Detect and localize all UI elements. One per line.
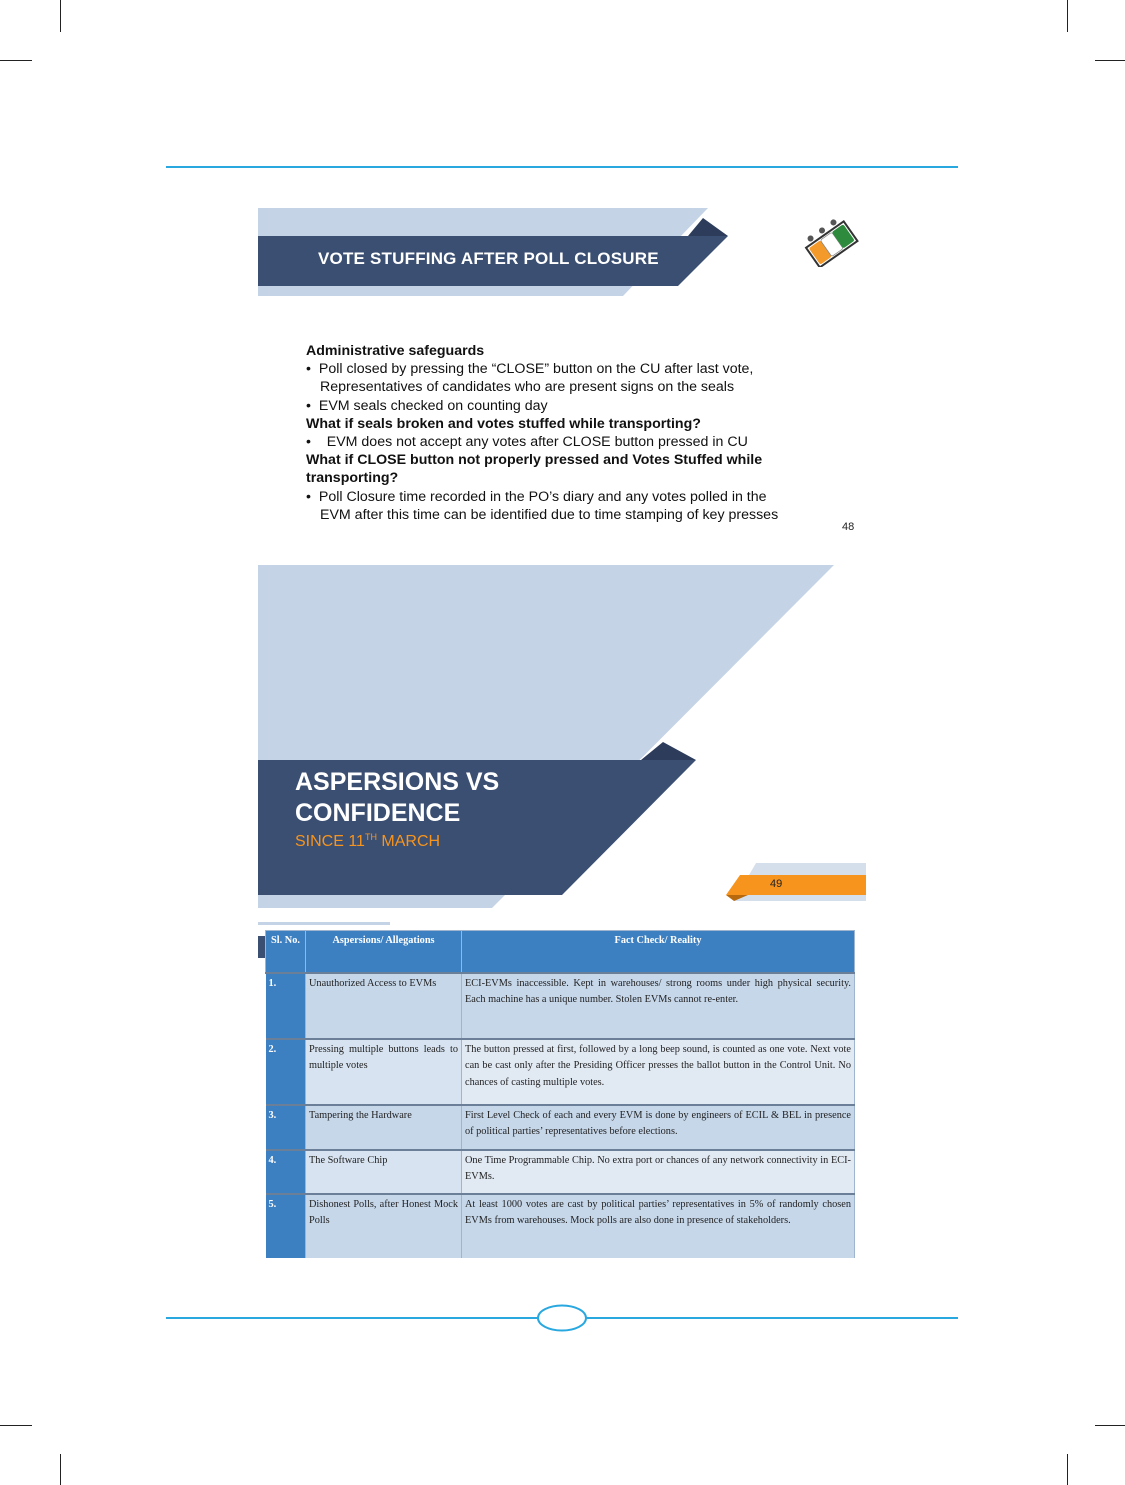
table-row [266, 1194, 855, 1258]
crop-mark [0, 1425, 32, 1426]
bullet-text: Poll closed by pressing the “CLOSE” button on the CU after last vote, [318, 361, 754, 378]
slide-accent [258, 922, 390, 925]
row-allegation: The Software Chip [306, 1150, 462, 1194]
row-number: 1. [266, 973, 306, 1039]
bullet-text: EVM after this time can be identified due to time stamping of key presses [320, 506, 779, 523]
eci-logo-icon [803, 219, 861, 267]
row-fact: At least 1000 votes are cast by political parties’ representatives in 5% of randomly chosen EVMs from warehouses. Mock polls are also done in presence of stakeholders. [462, 1194, 855, 1258]
slide-background-shapes [258, 565, 866, 908]
crop-mark [1095, 1425, 1125, 1426]
bullet-text: EVM does not accept any votes after CLOSE button pressed in CU [326, 434, 748, 451]
row-number: 5. [266, 1194, 306, 1258]
bullet-text: EVM seals checked on counting day [318, 397, 548, 414]
subtitle-superscript: TH [364, 832, 377, 842]
slide-number: 49 [770, 878, 783, 890]
row-allegation: Tampering the Hardware [306, 1105, 462, 1150]
section-heading: Administrative safeguards [306, 343, 485, 359]
row-fact: One Time Programmable Chip. No extra port or chances of any network connectivity in ECI-EVMs. [462, 1150, 855, 1194]
fact-check-table [265, 930, 855, 1258]
row-allegation: Pressing multiple buttons leads to multiple votes [306, 1039, 462, 1105]
subtitle-text: MARCH [376, 833, 441, 850]
slide-aspersions-title [258, 565, 866, 908]
crop-mark [1067, 0, 1068, 32]
row-number: 4. [266, 1150, 306, 1194]
slide-title [295, 767, 499, 829]
question-heading: What if seals broken and votes stuffed while transporting? [306, 415, 701, 432]
bullet-text: Representatives of candidates who are present signs on the seals [320, 379, 735, 396]
slide-fact-check-table [258, 922, 858, 1265]
slide-body [306, 342, 826, 524]
title-line: CONFIDENCE [295, 799, 461, 827]
page-number-oval [535, 1303, 589, 1333]
crop-mark [60, 0, 61, 32]
row-fact: The button pressed at first, followed by a long beep sound, is counted as one vote. Next vote can be cast only after the Presiding Officer presses the ballot button in the Control Unit. No chances of casting multiple votes. [462, 1039, 855, 1105]
table-row [266, 973, 855, 1039]
table-row [266, 1150, 855, 1194]
crop-mark [0, 60, 32, 61]
crop-mark [1067, 1454, 1068, 1485]
header-fact-check: Fact Check/ Reality [462, 931, 855, 973]
table-row [266, 1105, 855, 1150]
row-allegation: Unauthorized Access to EVMs [306, 973, 462, 1039]
slide-number: 48 [842, 521, 855, 533]
bullet-item: • EVM seals checked on counting day [306, 397, 548, 414]
bullet-item: • EVM does not accept any votes after CLOSE button pressed in CU [306, 434, 748, 451]
slide-accent [258, 936, 265, 958]
crop-mark [1095, 60, 1125, 61]
title-line: ASPERSIONS VS [295, 768, 500, 796]
bullet-item: • Poll closed by pressing the “CLOSE” button on the CU after last vote, Representatives of candidates who are present signs on the seals [306, 361, 754, 396]
crop-mark [60, 1454, 61, 1485]
top-rule [166, 166, 958, 168]
table-header-row [266, 931, 855, 973]
header-aspersions: Aspersions/ Allegations [306, 931, 462, 973]
slide-subtitle [295, 833, 440, 851]
row-number: 3. [266, 1105, 306, 1150]
bullet-text: Poll Closure time recorded in the PO’s diary and any votes polled in the [318, 488, 767, 505]
row-fact: First Level Check of each and every EVM is done by engineers of ECIL & BEL in presence of political parties’ representatives before elections. [462, 1105, 855, 1150]
bottom-rule [586, 1317, 958, 1319]
slide-title: VOTE STUFFING AFTER POLL CLOSURE [318, 249, 659, 268]
slide-vote-stuffing [258, 208, 866, 550]
row-fact: ECI-EVMs inaccessible. Kept in warehouses/ strong rooms under high physical security. Each machine has a unique number. Stolen EVMs cannot re-enter. [462, 973, 855, 1039]
row-allegation: Dishonest Polls, after Honest Mock Polls [306, 1194, 462, 1258]
bullet-item: • Poll Closure time recorded in the PO’s diary and any votes polled in the EVM after this time can be identified due to time stamping of key presses [306, 488, 779, 523]
subtitle-text: SINCE 11 [295, 833, 365, 850]
bottom-rule [166, 1317, 538, 1319]
row-number: 2. [266, 1039, 306, 1105]
header-sl-no: Sl. No. [266, 931, 306, 973]
question-heading: What if CLOSE button not properly pressed and Votes Stuffed while transporting? [306, 452, 763, 487]
table-row [266, 1039, 855, 1105]
